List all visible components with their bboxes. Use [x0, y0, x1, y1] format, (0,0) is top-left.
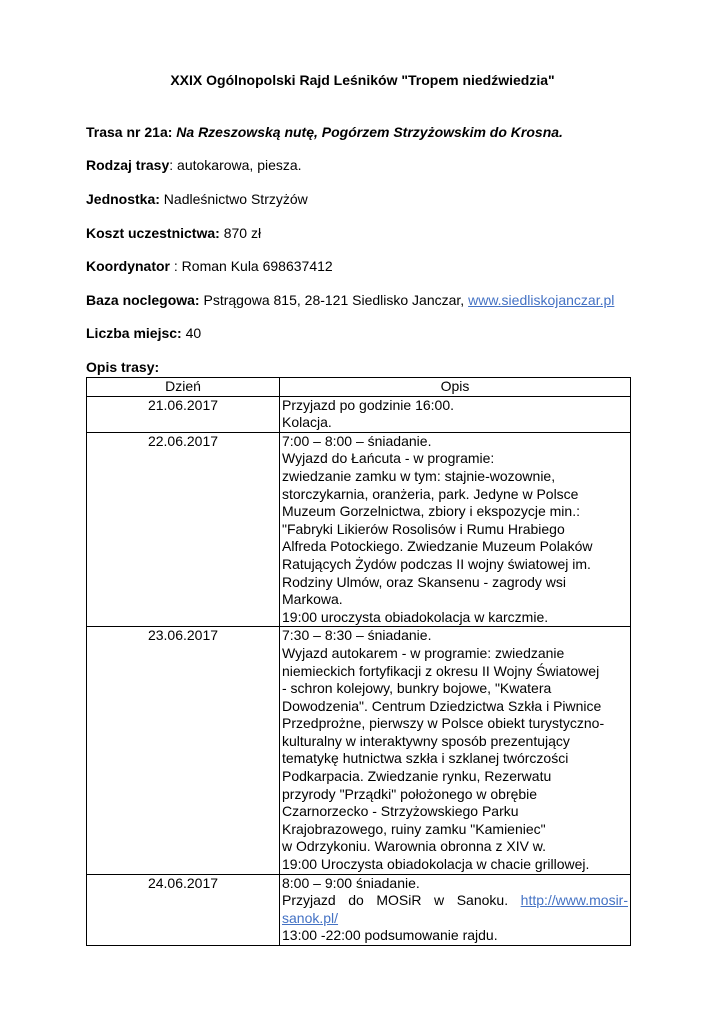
description-line: Podkarpacia. Zwiedzanie rynku, Rezerwatu	[282, 768, 552, 785]
description-line: "Fabryki Likierów Rosolisów i Rumu Hrabiego	[282, 520, 565, 537]
description-line: Wyjazd autokarem - w programie: zwiedzanie	[282, 644, 565, 661]
description-line: zwiedzanie zamku w tym: stajnie-wozownie,	[282, 467, 556, 484]
description-line: Czarnorzecko - Strzyżowskiego Parku	[282, 803, 519, 820]
description-line: 13:00 -22:00 podsumowanie rajdu.	[282, 927, 498, 944]
row-date: 22.06.2017	[87, 432, 280, 627]
description-line: kulturalny w interaktywny sposób prezentujący	[282, 732, 570, 749]
description-line: Alfreda Potockiego. Zwiedzanie Muzeum Polaków	[282, 538, 593, 555]
arrival-text: Przyjazd do MOSiR w Sanoku.	[282, 892, 509, 909]
description-line: - schron kolejowy, bunkry bojowe, "Kwatera	[282, 680, 552, 697]
route-type-label: Rodzaj trasy	[86, 157, 170, 173]
description-heading: Opis trasy:	[86, 359, 160, 375]
places-line	[86, 324, 666, 342]
places-value: 40	[181, 325, 202, 341]
description-line: 19:00 Uroczysta obiadokolacja w chacie grillowej.	[282, 856, 590, 873]
unit-line	[86, 190, 666, 208]
description-line: Kolacja.	[282, 414, 332, 431]
description-line: 19:00 uroczysta obiadokolacja w karczmie.	[282, 608, 549, 625]
route-line	[86, 123, 666, 141]
description-line: Markowa.	[282, 591, 343, 608]
lodging-label: Baza noclegowa:	[86, 292, 200, 308]
header-day: Dzień	[87, 378, 280, 397]
description-line: 8:00 – 9:00 śniadanie.	[282, 874, 420, 891]
description-line: Przedprożne, pierwszy w Polsce obiekt turystyczno-	[282, 715, 605, 732]
document-title: XXIX Ogólnopolski Rajd Leśników "Tropem niedźwiedzia"	[170, 72, 555, 88]
description-line	[282, 892, 628, 927]
table-row	[87, 396, 631, 432]
route-type-value: : autokarowa, piesza.	[169, 157, 302, 173]
header-description: Opis	[280, 378, 631, 397]
places-label: Liczba miejsc:	[86, 325, 182, 341]
description-heading-line	[86, 358, 666, 376]
description-line: przyrody "Prządki" położonego w obrębie	[282, 785, 538, 802]
description-line: Wyjazd do Łańcuta - w programie:	[282, 450, 495, 467]
description-line: storczykarnia, oranżeria, park. Jedyne w Polsce	[282, 485, 579, 502]
description-line: niemieckich fortyfikacji z okresu II Wojny Światowej	[282, 662, 600, 679]
route-label: Trasa nr 21a:	[86, 124, 173, 140]
description-line: 7:00 – 8:00 – śniadanie.	[282, 432, 432, 449]
row-description	[280, 627, 631, 874]
table-row	[87, 874, 631, 945]
row-description	[280, 874, 631, 945]
lodging-value: Pstrągowa 815, 28-121 Siedlisko Janczar,	[199, 292, 469, 308]
description-line: w Odrzykoniu. Warownia obronna z XIV w.	[282, 838, 547, 855]
table-row	[87, 627, 631, 874]
coordinator-label: Koordynator	[86, 258, 170, 274]
description-line: Ratujących Żydów podczas II wojny światowej im.	[282, 555, 591, 572]
route-type-line	[86, 156, 666, 174]
unit-label: Jednostka:	[86, 191, 160, 207]
description-line: Przyjazd po godzinie 16:00.	[282, 396, 454, 413]
cost-label: Koszt uczestnictwa:	[86, 225, 220, 241]
row-description	[280, 396, 631, 432]
cost-line	[86, 224, 666, 242]
row-date: 24.06.2017	[87, 874, 280, 945]
coordinator-line	[86, 257, 666, 275]
route-name: Na Rzeszowską nutę, Pogórzem Strzyżowskim do Krosna.	[176, 124, 563, 140]
description-line: Dowodzenia". Centrum Dziedzictwa Szkła i Piwnice	[282, 697, 602, 714]
row-date: 23.06.2017	[87, 627, 280, 874]
table-header-row	[87, 378, 631, 397]
description-line: Muzeum Gorzelnictwa, zbiory i ekspozycje min.:	[282, 503, 580, 520]
row-date: 21.06.2017	[87, 396, 280, 432]
description-line: Rodziny Ulmów, oraz Skansenu - zagrody wsi	[282, 573, 567, 590]
description-line: tematykę hutnictwa szkła i szklanej twórczości	[282, 750, 569, 767]
mosir-website-link[interactable]: http://www.mosir-sanok.pl/	[282, 892, 629, 926]
coordinator-value: : Roman Kula 698637412	[170, 258, 333, 274]
description-line: Krajobrazowego, ruiny zamku "Kamieniec"	[282, 820, 546, 837]
lodging-website-link[interactable]: www.siedliskojanczar.pl	[468, 292, 615, 308]
row-description	[280, 432, 631, 627]
route-schedule-table	[86, 377, 631, 946]
table-row	[87, 432, 631, 627]
cost-value: 870 zł	[219, 225, 262, 241]
unit-value: Nadleśnictwo Strzyżów	[159, 191, 308, 207]
description-line: 7:30 – 8:30 – śniadanie.	[282, 627, 432, 644]
lodging-line	[86, 291, 666, 309]
